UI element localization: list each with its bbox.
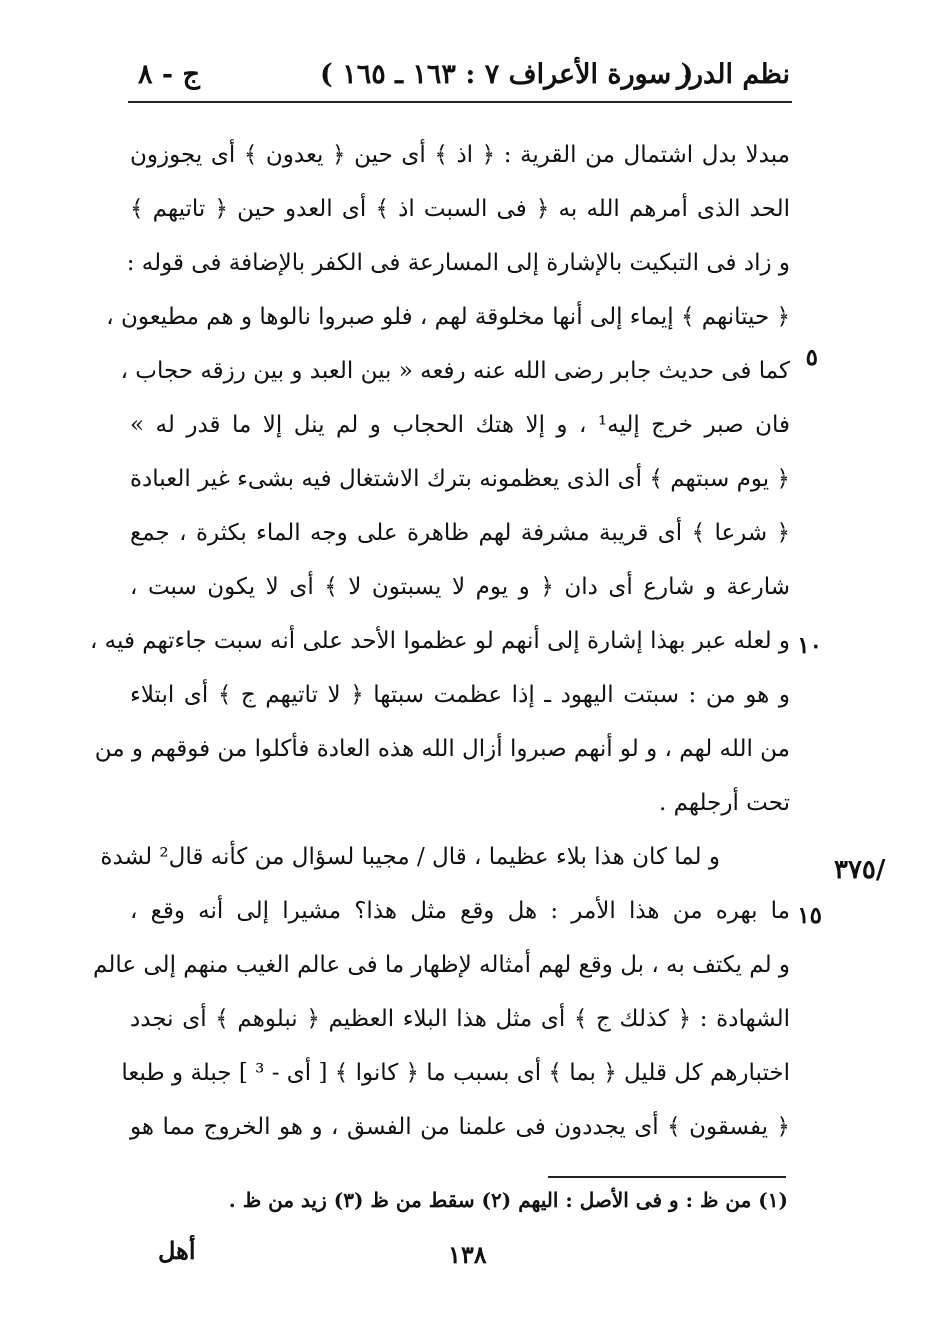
- footnote-divider: [548, 1176, 786, 1178]
- page-number: ١٣٨: [448, 1240, 487, 1269]
- text-line: فان صبر خرج إليه¹ ، و إلا هتك الحجاب و لم ينل إلا ما قدر له »: [130, 412, 790, 438]
- text-line: ﴿ يفسقون ﴾ أى يجددون فى علمنا من الفسق ، و هو الخروج مما هو: [130, 1114, 790, 1140]
- text-line: شارعة و شارع أى دان ﴿ و يوم لا يسبتون لا ﴾ أى لا يكون سبت ،: [130, 574, 790, 600]
- text-line: ﴿ حيتانهم ﴾ إيماء إلى أنها مخلوقة لهم ، فلو صبروا نالوها و هم مطيعون ،: [106, 304, 790, 330]
- text-line: اختبارهم كل قليل ﴿ بما ﴾ أى بسبب ما ﴿ كانوا ﴾ [ أى - ³ ] جبلة و طبعا: [121, 1060, 790, 1086]
- text-line: الحد الذى أمرهم الله به ﴿ فى السبت اذ ﴾ أى العدو حين ﴿ تاتيهم ﴾: [130, 196, 790, 222]
- text-line: ما بهره من هذا الأمر : هل وقع مثل هذا؟ مشيرا إلى أنه وقع ،: [130, 898, 790, 924]
- footnotes: (١) من ظ : و فى الأصل : اليهم (٢) سقط من ظ (٣) زيد من ظ .: [228, 1188, 788, 1212]
- text-line: ﴿ يوم سبتهم ﴾ أى الذى يعظمونه بترك الاشتغال فيه بشىء غير العبادة: [130, 466, 790, 492]
- text-line: من الله لهم ، و لو أنهم صبروا أزال الله هذه العادة فأكلوا من فوقهم و من: [94, 736, 790, 762]
- line-number: ١٠: [797, 632, 822, 659]
- volume-number: ج - ٨: [138, 59, 200, 90]
- body-text: [89, 128, 790, 1154]
- book-title: نظم الدرر: [676, 59, 790, 90]
- text-line: و هو من : سبتت اليهود ـ إذا عظمت سبتها ﴿ لا تاتيهم ج ﴾ أى ابتلاء: [130, 682, 790, 708]
- text-line: الشهادة : ﴿ كذلك ج ﴾ أى مثل هذا البلاء العظيم ﴿ نبلوهم ﴾ أى نجدد: [130, 1006, 790, 1032]
- surah-reference: ( سورة الأعراف ٧ : ١٦٣ ـ ١٦٥ ): [320, 59, 694, 90]
- text-line: و زاد فى التبكيت بالإشارة إلى المسارعة فى الكفر بالإضافة فى قوله :: [126, 250, 790, 276]
- header-divider: [128, 101, 792, 103]
- text-line: و لعله عبر بهذا إشارة إلى أنهم لو عظموا الأحد على أنه سبت جاءتهم فيه ،: [89, 628, 790, 654]
- text-line: كما فى حديث جابر رضى الله عنه رفعه « بين العبد و بين رزقه حجاب ،: [120, 358, 790, 384]
- text-line: ﴿ شرعا ﴾ أى قريبة مشرفة لهم ظاهرة على وجه الماء بكثرة ، جمع: [130, 520, 790, 546]
- text-line: و لم يكتف به ، بل وقع لهم أمثاله لإظهار ما فى عالم الغيب منهم إلى عالم: [93, 952, 790, 978]
- text-line: و لما كان هذا بلاء عظيما ، قال / مجيبا لسؤال من كأنه قال² لشدة: [100, 844, 720, 870]
- catchword: أهل: [158, 1236, 196, 1265]
- text-line: تحت أرجلهم .: [658, 790, 790, 816]
- margin-page-reference: /٣٧٥: [834, 855, 886, 885]
- text-line: مبدلا بدل اشتمال من القرية : ﴿ اذ ﴾ أى حين ﴿ يعدون ﴾ أى يجوزون: [130, 142, 790, 168]
- line-number: ١٥: [797, 902, 822, 929]
- running-header: [130, 55, 790, 99]
- line-number: ٥: [805, 344, 818, 371]
